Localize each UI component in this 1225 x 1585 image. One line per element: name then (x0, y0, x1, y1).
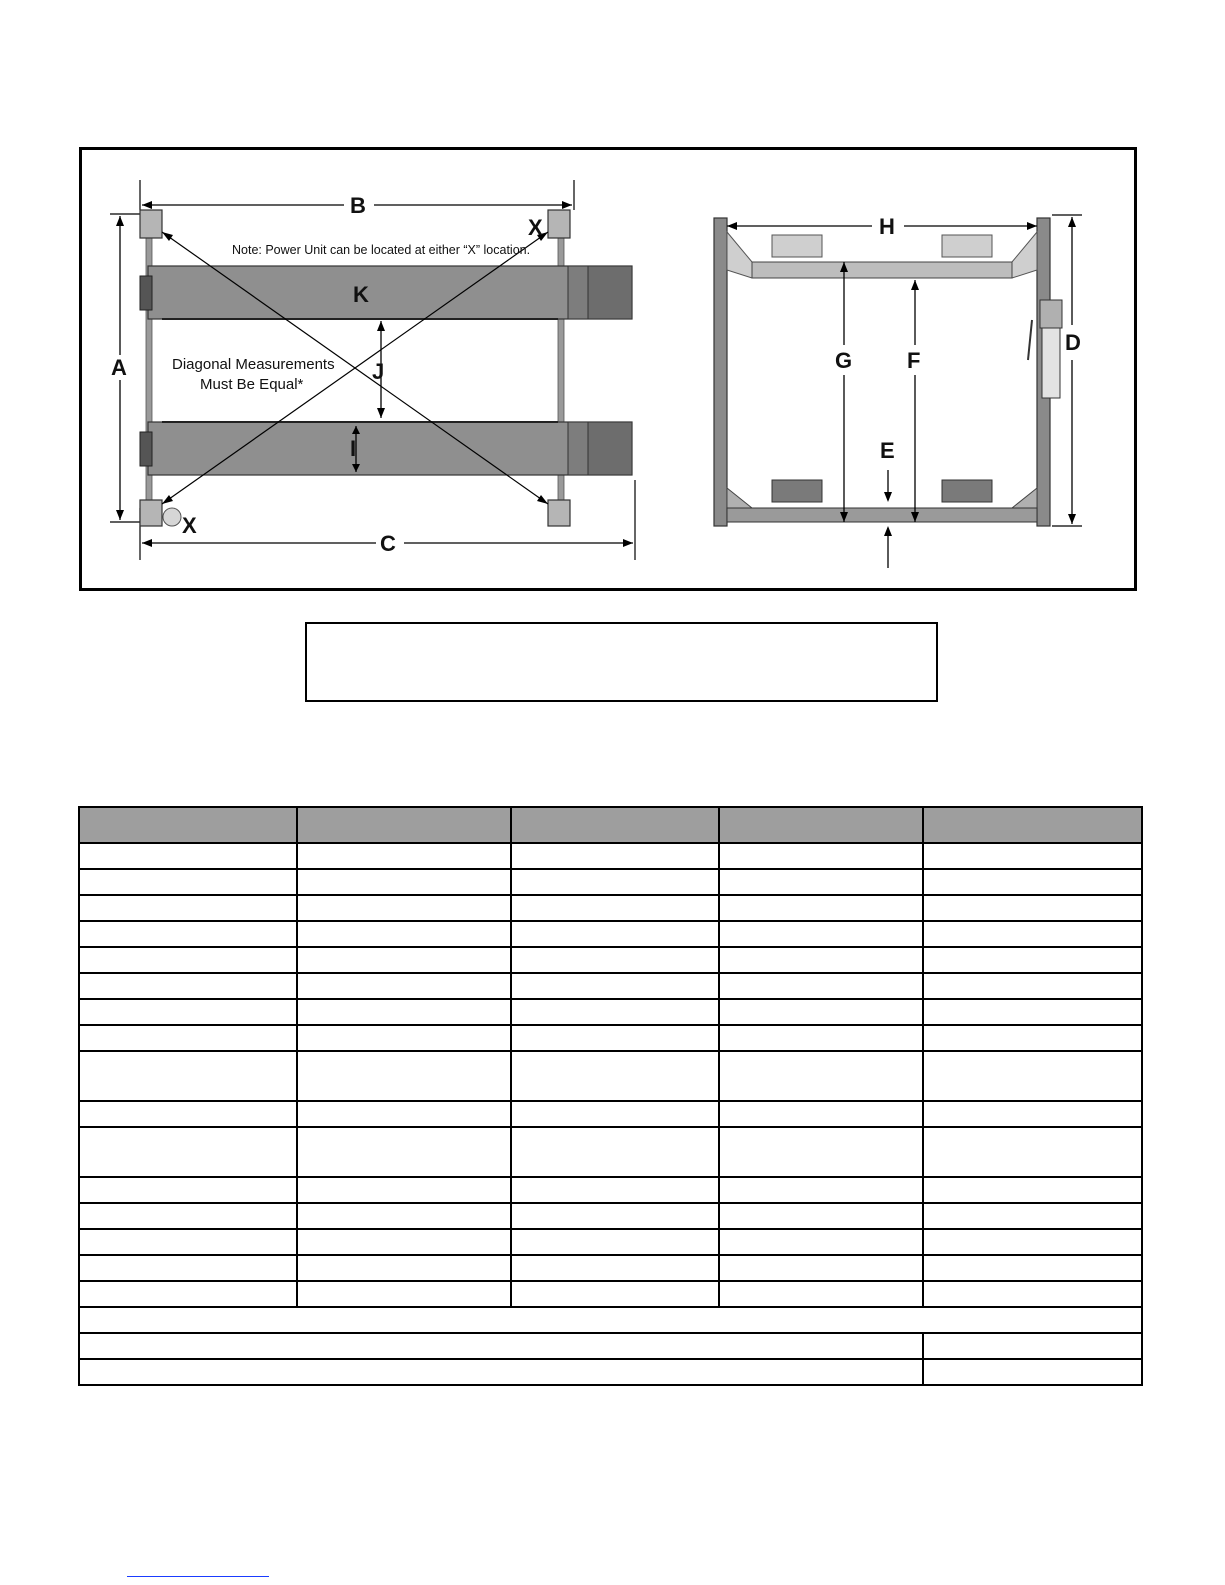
table-cell (79, 895, 297, 921)
table-row (79, 1101, 1142, 1127)
table-cell (297, 999, 512, 1025)
table-cell (511, 999, 719, 1025)
table-cell (297, 1281, 512, 1307)
table-row (79, 1203, 1142, 1229)
top-view (110, 180, 635, 560)
table-cell (719, 1127, 924, 1177)
table-cell (79, 921, 297, 947)
table-footnote-cell (79, 1307, 1142, 1333)
table-cell (79, 843, 297, 869)
table-row (79, 947, 1142, 973)
table-cell (511, 1229, 719, 1255)
table-row (79, 1127, 1142, 1177)
table-cell (923, 1127, 1142, 1177)
table-cell (923, 895, 1142, 921)
footer-link-underline[interactable] (127, 1576, 269, 1577)
table-cell (511, 1281, 719, 1307)
table-cell (511, 1255, 719, 1281)
table-cell (79, 1025, 297, 1051)
table-row (79, 1177, 1142, 1203)
table-header-row (79, 807, 1142, 843)
label-x-top: X (528, 215, 543, 240)
lift-dimension-diagram (82, 150, 1134, 588)
table-cell (719, 1177, 924, 1203)
table-header-cell (923, 807, 1142, 843)
label-b: B (350, 193, 366, 218)
table-cell (511, 1101, 719, 1127)
table-cell (79, 1051, 297, 1101)
table-cell (297, 1177, 512, 1203)
runway-bottom (148, 422, 632, 475)
table-cell (79, 1101, 297, 1127)
table-row (79, 1025, 1142, 1051)
label-c: C (380, 531, 396, 556)
table-row (79, 869, 1142, 895)
table-cell (297, 1255, 512, 1281)
front-view (714, 214, 1082, 568)
diagram-frame (79, 147, 1137, 591)
table-cell (719, 1229, 924, 1255)
table-row (79, 999, 1142, 1025)
table-cell (511, 973, 719, 999)
table-cell (297, 1101, 512, 1127)
table-cell (511, 1025, 719, 1051)
table-header-cell (297, 807, 512, 843)
label-x-bottom: X (182, 513, 197, 538)
table-cell (511, 1203, 719, 1229)
table-cell (297, 1203, 512, 1229)
table-cell (719, 1255, 924, 1281)
front-post-left (714, 218, 727, 526)
table-cell (511, 1127, 719, 1177)
table-cell (297, 895, 512, 921)
table-cell (719, 1281, 924, 1307)
table-row (79, 843, 1142, 869)
label-j: J (372, 359, 385, 384)
table-cell (511, 1177, 719, 1203)
table-header-cell (719, 807, 924, 843)
table-cell (79, 1281, 297, 1307)
table-cell (923, 869, 1142, 895)
post-top-right (548, 210, 570, 238)
power-unit-note: Note: Power Unit can be located at either “X” location. (232, 243, 531, 257)
post-top-left (140, 210, 162, 238)
table-cell (923, 999, 1142, 1025)
table-cell (923, 1025, 1142, 1051)
table-row (79, 1229, 1142, 1255)
table-footnote-row (79, 1307, 1142, 1333)
table-row (79, 1281, 1142, 1307)
table-cell (79, 973, 297, 999)
table-cell (719, 921, 924, 947)
table-cell (79, 1127, 297, 1177)
table-cell (297, 947, 512, 973)
table-row (79, 921, 1142, 947)
table-row (79, 1255, 1142, 1281)
diagonal-note-line2: Must Be Equal* (200, 376, 304, 393)
diagonal-note-line1: Diagonal Measurements (172, 356, 335, 373)
table-summary-label-cell (79, 1359, 923, 1385)
table-cell (719, 843, 924, 869)
table-cell (79, 1177, 297, 1203)
table-cell (923, 1051, 1142, 1101)
label-e: E (880, 438, 895, 463)
table-cell (923, 1203, 1142, 1229)
label-g: G (835, 348, 853, 373)
specification-table (78, 806, 1143, 1386)
note-box (305, 622, 938, 702)
table-cell (923, 1281, 1142, 1307)
table-cell (923, 1101, 1142, 1127)
table-cell (923, 1229, 1142, 1255)
table-cell (297, 1127, 512, 1177)
table-header-cell (79, 807, 297, 843)
table-cell (297, 843, 512, 869)
table-cell (511, 869, 719, 895)
table-row (79, 895, 1142, 921)
table-cell (719, 947, 924, 973)
post-bottom-left (140, 500, 162, 526)
table-header-cell (511, 807, 719, 843)
power-unit (163, 508, 181, 526)
table-summary-value-cell (923, 1333, 1142, 1359)
table-cell (79, 869, 297, 895)
table-cell (511, 895, 719, 921)
label-f: F (907, 348, 921, 373)
table-cell (923, 947, 1142, 973)
label-a: A (111, 355, 127, 380)
table-cell (511, 947, 719, 973)
table-cell (79, 1203, 297, 1229)
label-i: I (350, 436, 357, 461)
table-cell (297, 869, 512, 895)
table-cell (511, 843, 719, 869)
table-cell (297, 921, 512, 947)
table-summary-label-cell (79, 1333, 923, 1359)
table-summary-row (79, 1359, 1142, 1385)
table-cell (79, 1255, 297, 1281)
table-cell (297, 973, 512, 999)
table-cell (297, 1229, 512, 1255)
table-cell (719, 1101, 924, 1127)
post-bottom-right (548, 500, 570, 526)
table-row (79, 1051, 1142, 1101)
table-cell (719, 1025, 924, 1051)
table-cell (923, 1255, 1142, 1281)
table-cell (719, 895, 924, 921)
label-d: D (1065, 330, 1081, 355)
table-summary-row (79, 1333, 1142, 1359)
table-cell (297, 1025, 512, 1051)
table-cell (719, 999, 924, 1025)
table-cell (923, 843, 1142, 869)
table-cell (297, 1051, 512, 1101)
table-cell (511, 1051, 719, 1101)
table-summary-value-cell (923, 1359, 1142, 1385)
table-cell (511, 921, 719, 947)
table-cell (923, 921, 1142, 947)
table-cell (719, 1203, 924, 1229)
table-cell (719, 869, 924, 895)
table-cell (719, 1051, 924, 1101)
table-cell (79, 947, 297, 973)
label-k: K (353, 282, 369, 307)
table-cell (923, 1177, 1142, 1203)
table-cell (719, 973, 924, 999)
table-row (79, 973, 1142, 999)
table-cell (79, 1229, 297, 1255)
table-cell (79, 999, 297, 1025)
label-h: H (879, 214, 895, 239)
table-cell (923, 973, 1142, 999)
